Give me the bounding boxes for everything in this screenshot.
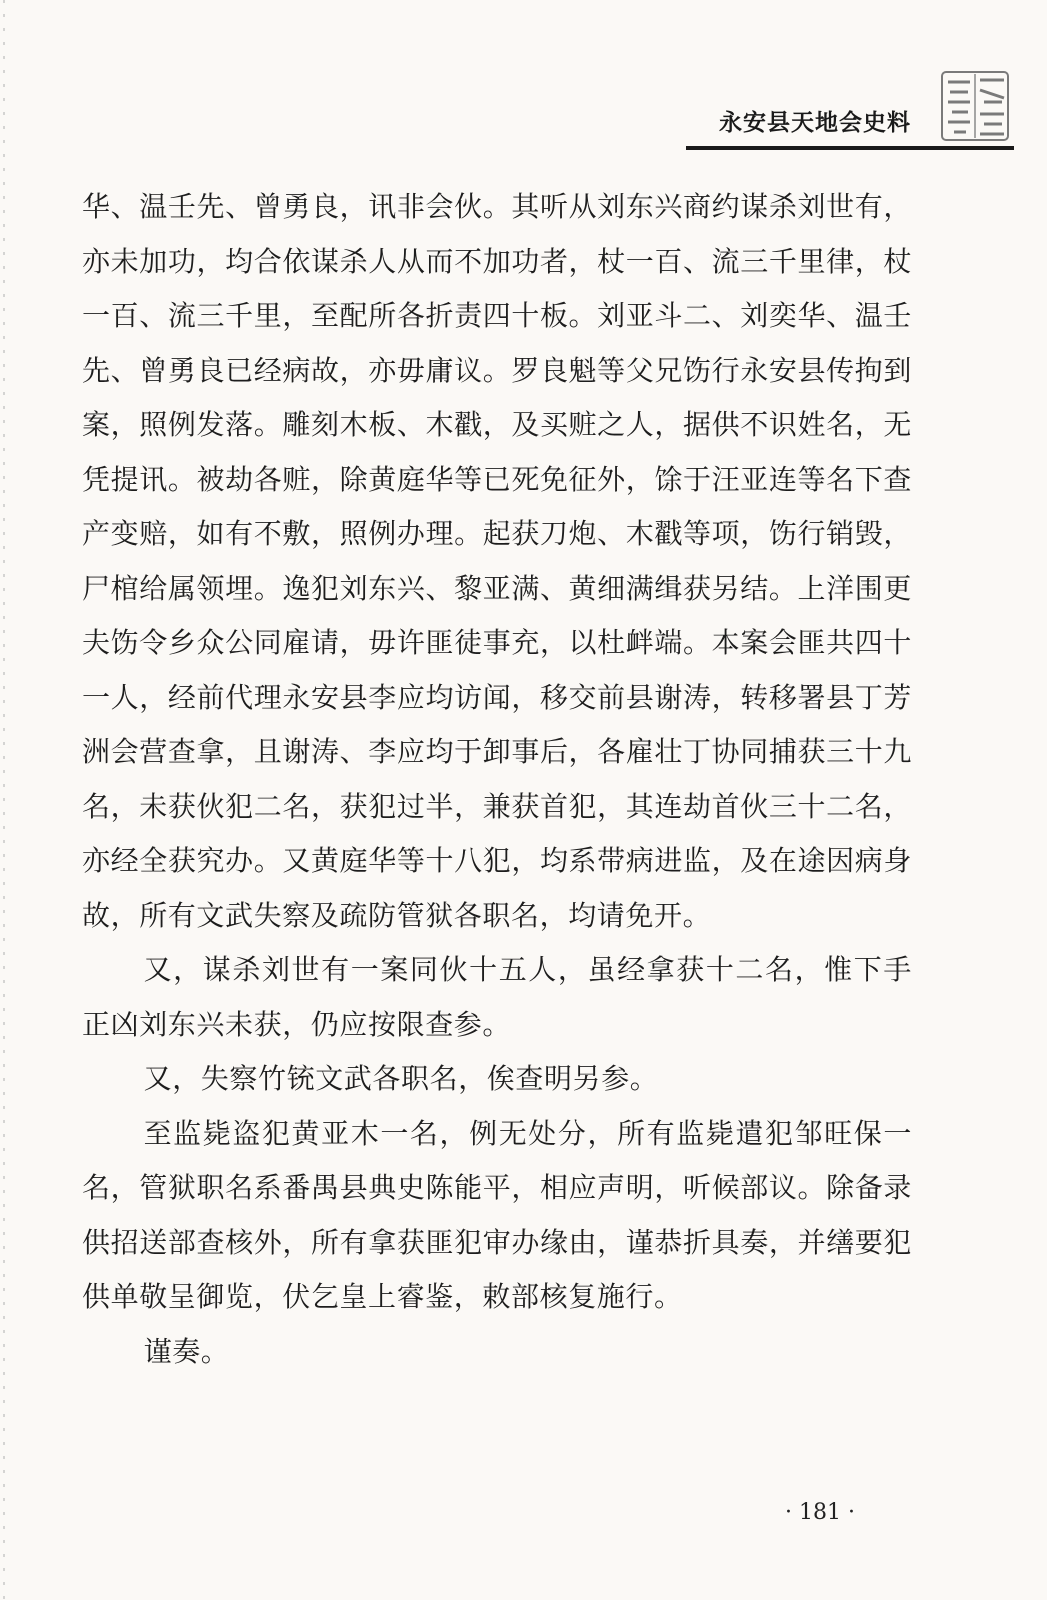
paragraph: 至监毙盗犯黄亚木一名，例无处分，所有监毙遣犯邹旺保一名，管狱职名系番禺县典史陈能平，相应声明，听候部议。除备录供招送部查核外，所有拿获匪犯审办缘由，谨恭折具奏，并缮要犯供单敬呈御览，伏乞皇上睿鉴，敕部核复施行。 — [82, 1116, 912, 1313]
header-rule — [686, 146, 1014, 150]
body-text — [82, 180, 912, 1379]
paragraph-continued: 华、温壬先、曾勇良，讯非会伙。其听从刘东兴商约谋杀刘世有，亦未加功，均合依谋杀人从而不加功者，杖一百、流三千里律，杖一百、流三千里，至配所各折责四十板。刘亚斗二、刘奕华、温壬先、曾勇良已经病故，亦毋庸议。罗良魁等父兄饬行永安县传拘到案，照例发落。雕刻木板、木戳，及买赃之人，据供不识姓名，无凭提讯。被劫各赃，除黄庭华等已死免征外，馀于汪亚连等名下查产变赔，如有不敷，照例办理。起获刀炮、木戳等项，饬行销毁，尸棺给属领埋。逸犯刘东兴、黎亚满、黄细满缉获另结。上洋围更夫饬令乡众公同雇请，毋许匪徒事充，以杜衅端。本案会匪共四十一人，经前代理永安县李应均访闻，移交前县谢涛，转移署县丁芳洲会营查拿，且谢涛、李应均于卸事后，各雇壮丁协同捕获三十九名，未获伙犯二名，获犯过半，兼获首犯，其连劫首伙三十二名，亦经全获究办。又黄庭华等十八犯，均系带病进监，及在途因病身故，所有文武失察及疏防管狱各职名，均请免开。 — [82, 190, 912, 932]
closing-paragraph: 谨奏。 — [143, 1334, 230, 1368]
running-head-title: 永安县天地会史料 — [719, 110, 911, 136]
page-number: · 181 · — [785, 1500, 855, 1525]
paragraph: 又，谋杀刘世有一案同伙十五人，虽经拿获十二名，惟下手正凶刘东兴未获，仍应按限查参。 — [82, 953, 912, 1041]
paragraph: 又，失察竹铳文武各职名，俟查明另参。 — [143, 1062, 659, 1095]
seal-logo-icon — [940, 70, 1010, 142]
page-edge-artifact — [3, 0, 5, 1600]
